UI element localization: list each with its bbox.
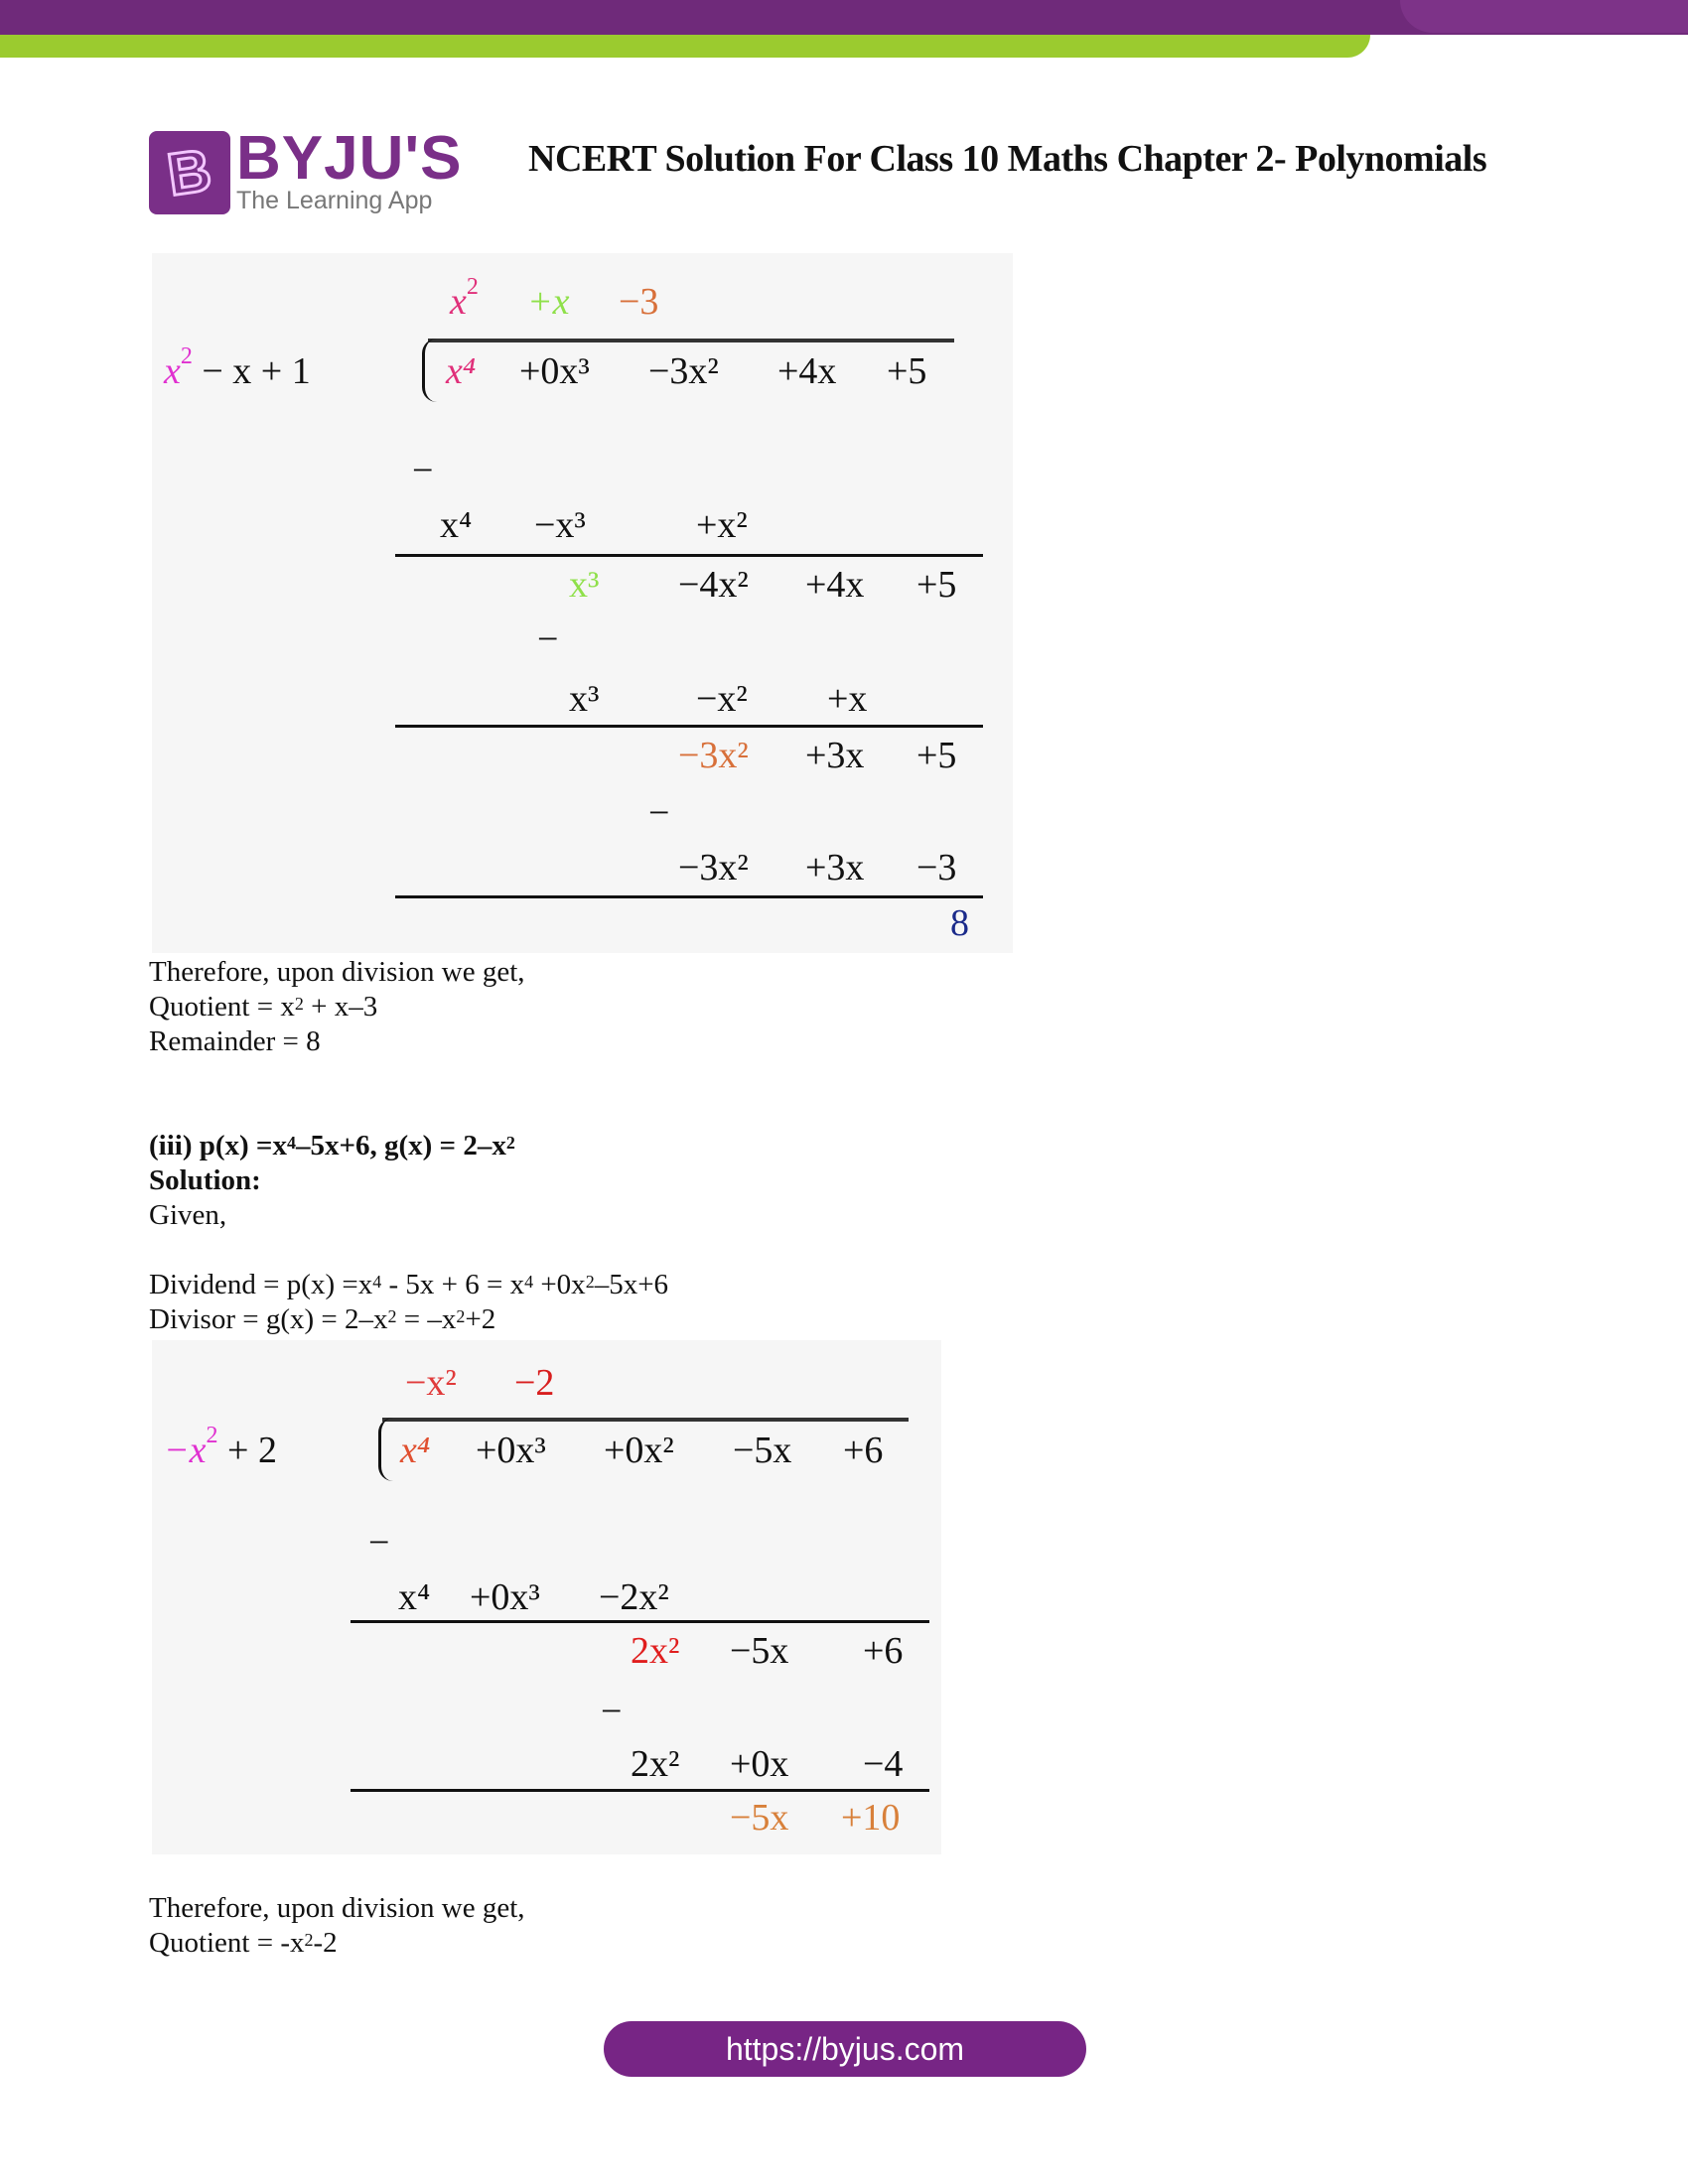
long-division-2 <box>152 1340 941 1854</box>
subtract-term: −4 <box>863 1743 904 1785</box>
subtract-term: +0x <box>730 1743 789 1785</box>
subtract-term: x⁴ <box>440 504 473 546</box>
remainder-term: 2x² <box>631 1630 680 1672</box>
footer-url-link[interactable]: https://byjus.com <box>604 2021 1086 2077</box>
final-remainder: +10 <box>841 1797 901 1839</box>
remainder-term: −4x² <box>678 564 749 606</box>
minus-sign: − <box>368 1522 390 1564</box>
byjus-logo <box>149 124 463 214</box>
quotient-result: Quotient = $-x^2-2$ <box>149 1927 338 1959</box>
subtract-term: x⁴ <box>398 1576 431 1618</box>
divisor: $-x^2 + 2$ <box>164 1423 277 1471</box>
result-intro: Therefore, upon division we get, <box>149 956 525 988</box>
quotient-term: −x² <box>405 1362 457 1404</box>
subtract-term: 2x² <box>631 1743 680 1785</box>
document-title: NCERT Solution For Class 10 Maths Chapter 2- Polynomials <box>528 138 1487 180</box>
remainder-term: +3x <box>805 735 865 776</box>
minus-sign: − <box>601 1691 623 1732</box>
subtract-term: −x³ <box>534 504 586 546</box>
dividend-term: +5 <box>887 350 927 392</box>
subtract-term: −3x² <box>678 847 749 888</box>
header-band-green <box>0 35 1370 58</box>
solution-label: Solution: <box>149 1164 261 1196</box>
remainder-term: −3x² <box>678 735 749 776</box>
subtract-term: +0x³ <box>470 1576 540 1618</box>
question-heading: (iii) $p(x) =x^4-5x+6$, $g(x) = 2-x^2$ <box>149 1130 515 1161</box>
quotient-term: −2 <box>514 1362 555 1404</box>
quotient-term: −3 <box>619 281 659 323</box>
brand-name: BYJU'S <box>236 124 463 193</box>
remainder-term: +5 <box>916 735 957 776</box>
quotient-result: Quotient = $x^2 + x-3$ <box>149 991 378 1023</box>
remainder-term: +5 <box>916 564 957 606</box>
division-bracket <box>378 1418 393 1481</box>
subtract-term: x³ <box>569 678 600 720</box>
dividend-term: +4x <box>777 350 837 392</box>
division-bar <box>382 1418 909 1422</box>
brand-tagline: The Learning App <box>236 187 433 214</box>
minus-sign: − <box>537 618 559 660</box>
dividend-term: +6 <box>843 1430 884 1471</box>
remainder-term: +6 <box>863 1630 904 1672</box>
remainder-term: −5x <box>730 1630 789 1672</box>
dividend-term: x⁴ <box>400 1430 431 1471</box>
remainder-result: Remainder = 8 <box>149 1025 321 1057</box>
subtraction-line <box>395 895 983 898</box>
subtraction-line <box>395 725 983 728</box>
subtract-term: +x <box>827 678 868 720</box>
dividend-term: x⁴ <box>446 350 477 392</box>
final-remainder: −5x <box>730 1797 789 1839</box>
dividend-term: +0x² <box>604 1430 674 1471</box>
minus-sign: − <box>412 450 434 491</box>
subtract-term: −3 <box>916 847 957 888</box>
division-bracket <box>422 339 437 402</box>
subtract-term: +x² <box>696 504 748 546</box>
long-division-1 <box>152 253 1013 953</box>
dividend-term: −5x <box>733 1430 792 1471</box>
minus-sign: − <box>648 792 670 834</box>
divisor-line: Divisor = $g(x) = 2-x^2 = -x^2+2$ <box>149 1303 496 1335</box>
dividend-term: +0x³ <box>519 350 590 392</box>
remainder-term: +4x <box>805 564 865 606</box>
dividend-term: −3x² <box>648 350 719 392</box>
given-label: Given, <box>149 1199 227 1231</box>
logo-b-icon: B <box>149 131 230 214</box>
quotient-term: +x <box>527 281 570 323</box>
subtract-term: −2x² <box>599 1576 669 1618</box>
final-remainder: 8 <box>950 902 969 944</box>
divisor: $x^2 - x + 1$ <box>164 343 311 392</box>
header-band-purple-tip <box>1400 0 1688 33</box>
result-intro: Therefore, upon division we get, <box>149 1892 525 1924</box>
subtract-term: +3x <box>805 847 865 888</box>
quotient-term: $x^2$ <box>450 274 479 323</box>
subtraction-line <box>395 554 983 557</box>
division-bar <box>428 339 954 342</box>
remainder-term: x³ <box>569 564 600 606</box>
subtraction-line <box>351 1789 929 1792</box>
dividend-line: Dividend = $p(x) =x^4 - 5x + 6 = x^4 +0x^2-5x+6$ <box>149 1269 669 1300</box>
subtraction-line <box>351 1620 929 1623</box>
subtract-term: −x² <box>696 678 748 720</box>
dividend-term: +0x³ <box>476 1430 546 1471</box>
